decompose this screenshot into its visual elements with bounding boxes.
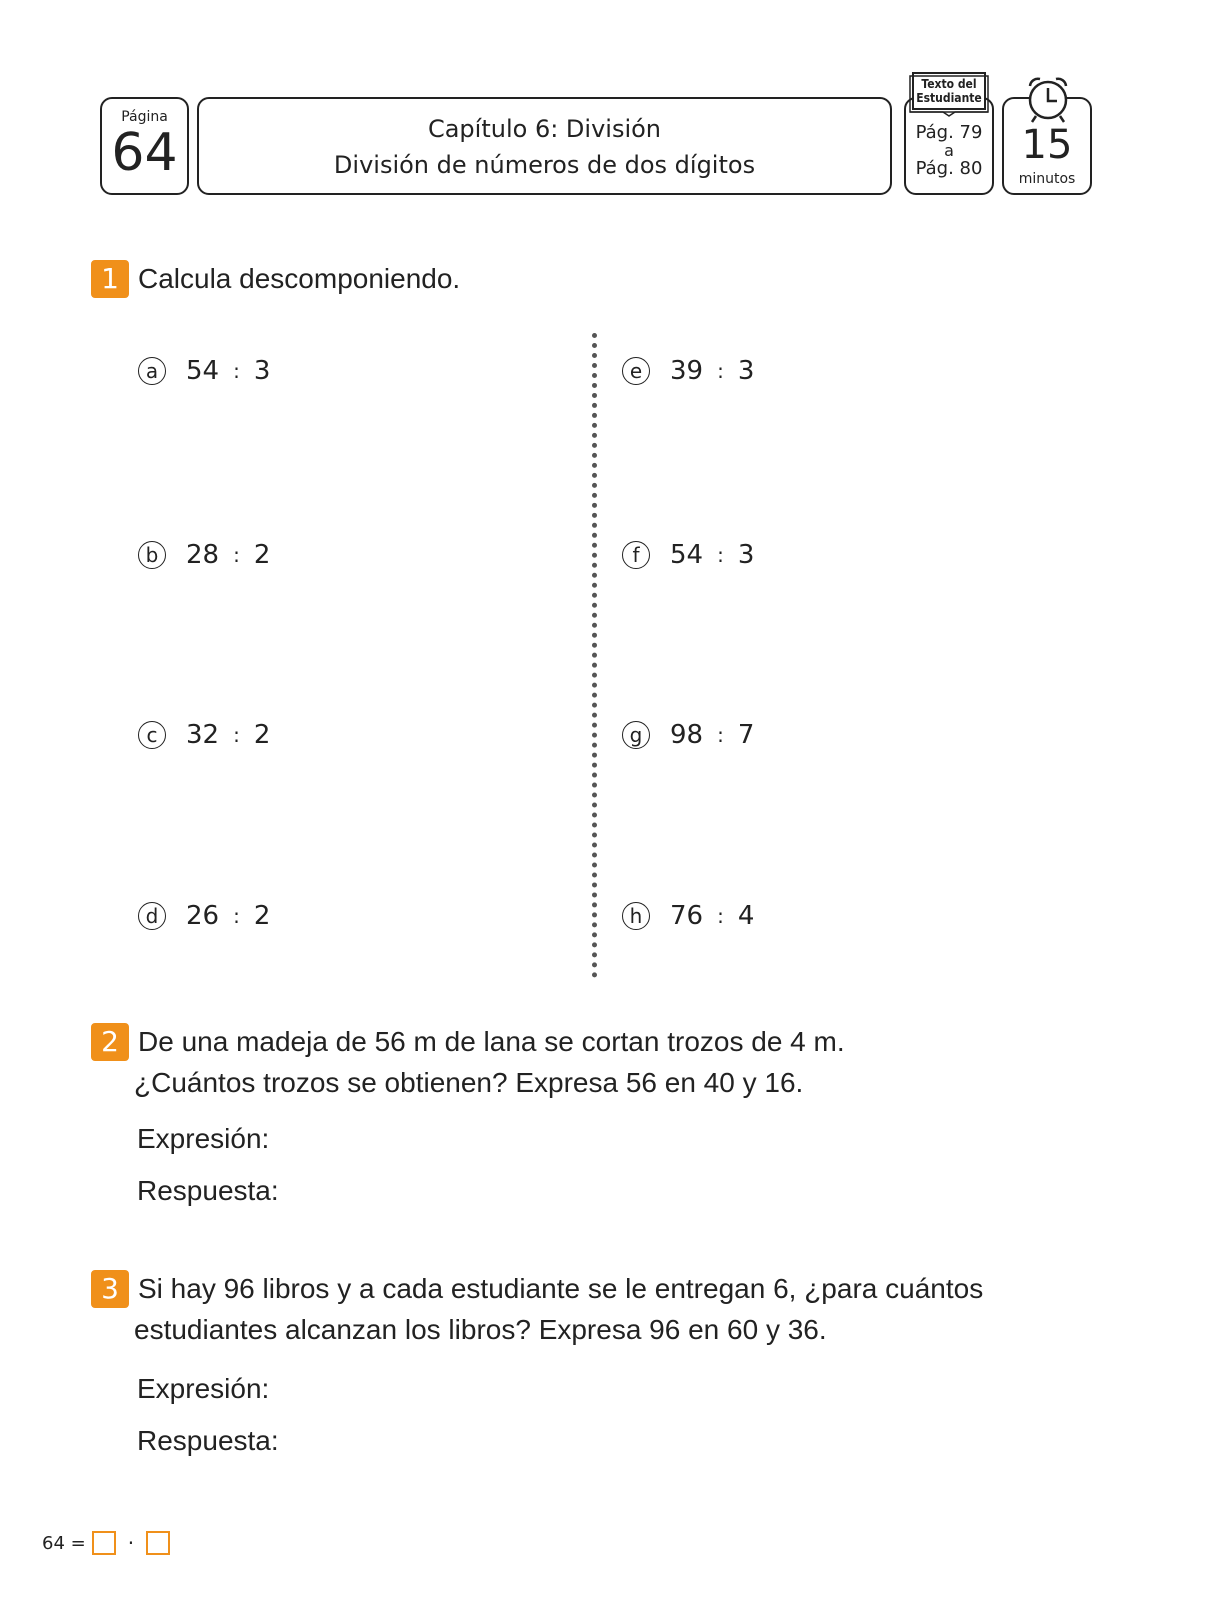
division-operator: : bbox=[717, 543, 724, 567]
division-operator: : bbox=[233, 359, 240, 383]
footer-factorization bbox=[42, 1528, 176, 1558]
division-item-g bbox=[622, 718, 754, 752]
multiply-dot: · bbox=[127, 1531, 135, 1555]
alarm-clock-icon bbox=[1022, 74, 1074, 126]
question-3-line-2: estudiantes alcanzan los libros? Expresa 96 en 60 y 36. bbox=[134, 1314, 827, 1345]
chapter-title-box bbox=[197, 97, 892, 195]
question-number-1: 1 bbox=[91, 260, 129, 298]
divisor: 2 bbox=[253, 720, 271, 750]
division-operator: : bbox=[717, 359, 724, 383]
division-item-e bbox=[622, 354, 754, 388]
division-item-a bbox=[138, 354, 270, 388]
column-divider bbox=[592, 333, 597, 978]
division-operator: : bbox=[233, 723, 240, 747]
division-operator: : bbox=[717, 723, 724, 747]
item-letter: h bbox=[622, 902, 650, 930]
divisor: 3 bbox=[253, 356, 271, 386]
dividend: 39 bbox=[670, 356, 704, 386]
item-letter: f bbox=[622, 541, 650, 569]
factor-box-1 bbox=[92, 1531, 116, 1555]
chapter-subtitle: División de números de dos dígitos bbox=[333, 151, 756, 179]
dividend: 54 bbox=[670, 540, 704, 570]
chapter-title: Capítulo 6: División bbox=[427, 115, 662, 143]
division-operator: : bbox=[233, 543, 240, 567]
dividend: 98 bbox=[670, 720, 704, 750]
question-3-line-1: Si hay 96 libros y a cada estudiante se le entregan 6, ¿para cuántos bbox=[138, 1273, 984, 1304]
item-letter: e bbox=[622, 357, 650, 385]
divisor: 7 bbox=[737, 720, 755, 750]
page-from: Pág. 79 bbox=[915, 122, 983, 143]
book-icon bbox=[907, 71, 991, 117]
question-number-2: 2 bbox=[91, 1023, 129, 1061]
dividend: 28 bbox=[186, 540, 220, 570]
factor-box-2 bbox=[146, 1531, 170, 1555]
question-2-line-2: ¿Cuántos trozos se obtienen? Expresa 56 en 40 y 16. bbox=[134, 1067, 804, 1098]
question-2-line-1: De una madeja de 56 m de lana se cortan trozos de 4 m. bbox=[138, 1026, 845, 1057]
item-letter: g bbox=[622, 721, 650, 749]
question-1-instruction: Calcula descomponiendo. bbox=[138, 263, 461, 294]
footer-number: 64 = bbox=[42, 1532, 86, 1554]
item-letter: c bbox=[138, 721, 166, 749]
division-item-h bbox=[622, 899, 754, 933]
question-2-expression-label: Expresión: bbox=[137, 1123, 270, 1154]
dividend: 76 bbox=[670, 901, 704, 931]
item-letter: a bbox=[138, 357, 166, 385]
division-operator: : bbox=[717, 904, 724, 928]
division-item-c bbox=[138, 718, 270, 752]
divisor: 2 bbox=[253, 540, 271, 570]
page-number: 64 bbox=[111, 123, 178, 183]
page-label: Página bbox=[121, 109, 168, 125]
page-to: Pág. 80 bbox=[915, 158, 983, 179]
divisor: 2 bbox=[253, 901, 271, 931]
dividend: 26 bbox=[186, 901, 220, 931]
question-3-answer-label: Respuesta: bbox=[137, 1425, 279, 1456]
dividend: 32 bbox=[186, 720, 220, 750]
divisor: 3 bbox=[737, 356, 755, 386]
dividend: 54 bbox=[186, 356, 220, 386]
book-label: Texto del Estudiante bbox=[916, 77, 982, 105]
question-number-3: 3 bbox=[91, 1270, 129, 1308]
divisor: 4 bbox=[737, 901, 755, 931]
item-letter: b bbox=[138, 541, 166, 569]
division-operator: : bbox=[233, 904, 240, 928]
divisor: 3 bbox=[737, 540, 755, 570]
time-unit: minutos bbox=[1018, 171, 1076, 187]
division-item-f bbox=[622, 538, 754, 572]
page-number-box bbox=[100, 97, 189, 195]
division-item-d bbox=[138, 899, 270, 933]
time-value: 15 bbox=[1021, 122, 1073, 168]
item-letter: d bbox=[138, 902, 166, 930]
question-2-answer-label: Respuesta: bbox=[137, 1175, 279, 1206]
page-separator: a bbox=[944, 141, 954, 160]
division-item-b bbox=[138, 538, 270, 572]
question-3-expression-label: Expresión: bbox=[137, 1373, 270, 1404]
